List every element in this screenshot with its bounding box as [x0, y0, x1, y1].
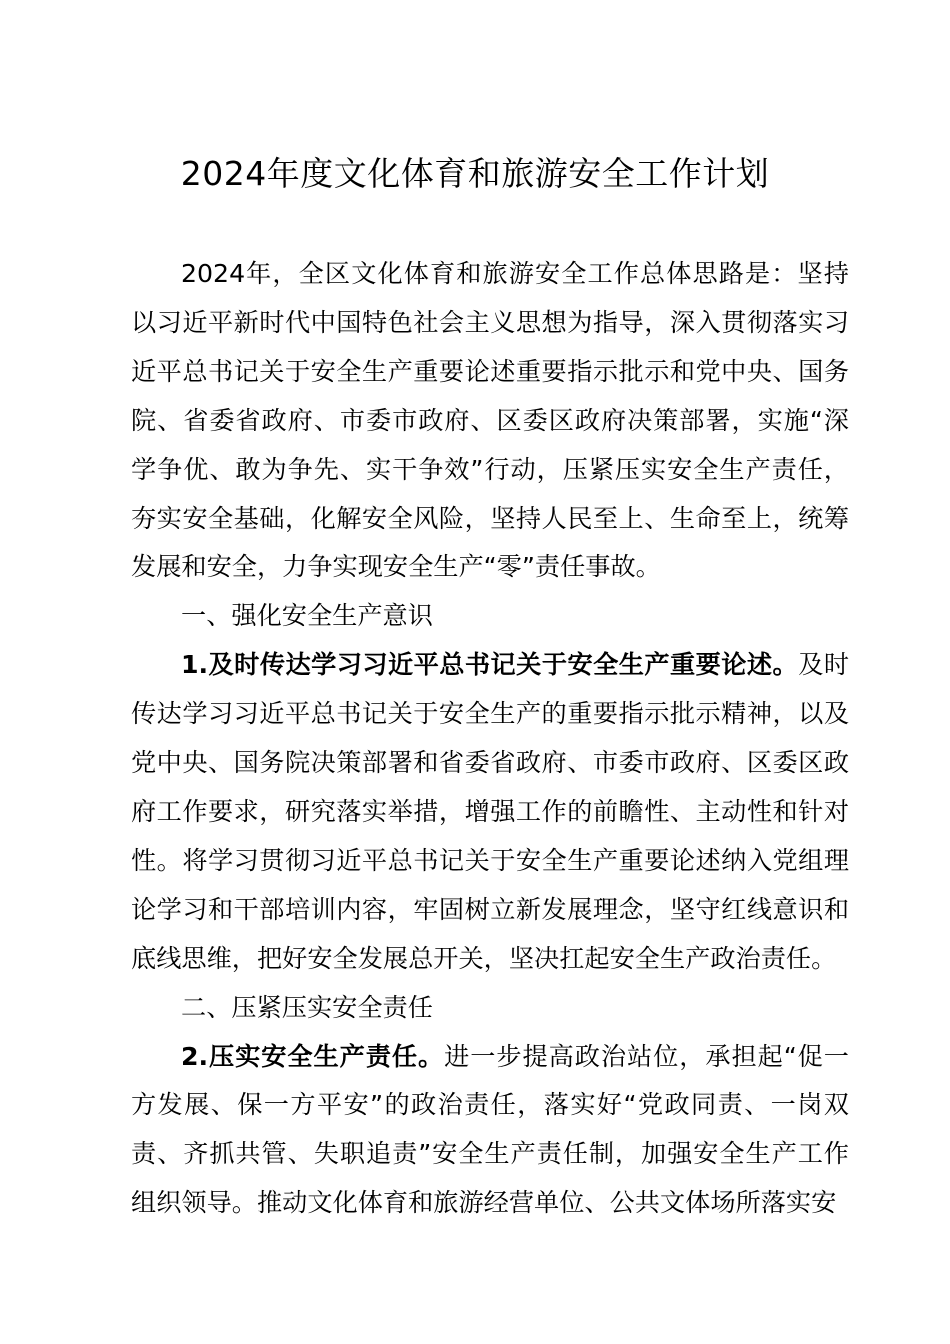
- document-body: [131, 250, 849, 1228]
- item-2-lead: 2.压实安全生产责任。: [181, 1041, 445, 1071]
- section-heading-1: 一、强化安全生产意识: [181, 601, 433, 631]
- section-heading-2: 二、压紧压实安全责任: [181, 992, 433, 1022]
- item-1-lead: 1.及时传达学习习近平总书记关于安全生产重要论述。: [181, 650, 799, 680]
- document-title: 2024年度文化体育和旅游安全工作计划: [180, 154, 770, 193]
- item-1-text: 及时传达学习习近平总书记关于安全生产的重要指示批示精神，以及党中央、国务院决策部署和省委省政府、市委市政府、区委区政府工作要求，研究落实举措，增强工作的前瞻性、主动性和针对性。将学习贯彻习近平总书记关于安全生产重要论述纳入党组理论学习和干部培训内容，牢固树立新发展理念，坚守红线意识和底线思维，把好安全发展总开关，坚决扛起安全生产政治责任。: [131, 650, 850, 973]
- section-1-paragraph: [131, 641, 849, 983]
- item-2-text: 进一步提高政治站位，承担起“促一方发展、保一方平安”的政治责任，落实好“党政同责、一岗双责、齐抓共管、失职追责”安全生产责任制，加强安全生产工作组织领导。推动文化体育和旅游经营单位、公共文体场所落实安: [131, 1041, 849, 1218]
- intro-paragraph: 2024年，全区文化体育和旅游安全工作总体思路是：坚持以习近平新时代中国特色社会主义思想为指导，深入贯彻落实习近平总书记关于安全生产重要论述重要指示批示和党中央、国务院、省委省政府、市委市政府、区委区政府决策部署，实施“深学争优、敢为争先、实干争效”行动，压紧压实安全生产责任，夯实安全基础，化解安全风险，坚持人民至上、生命至上，统筹发展和安全，力争实现安全生产“零”责任事故。: [131, 259, 849, 582]
- section-2-paragraph: [131, 1033, 849, 1229]
